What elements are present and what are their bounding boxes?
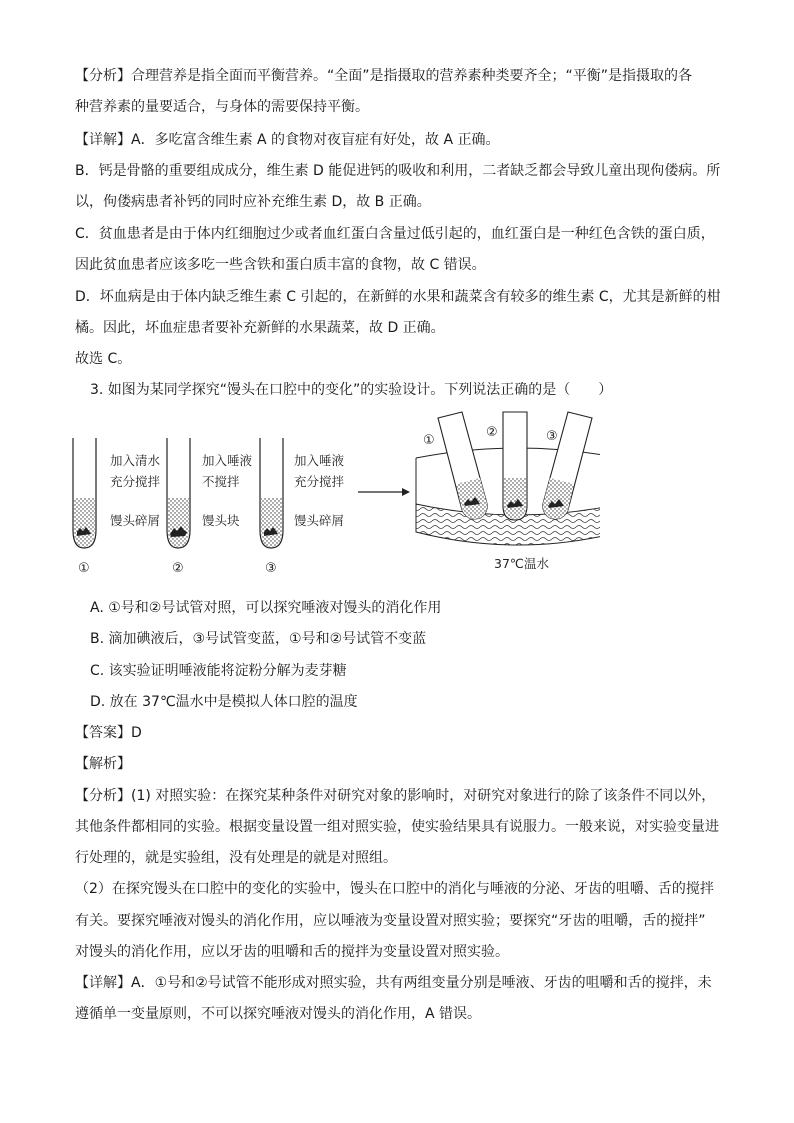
test-tube-1 xyxy=(73,438,161,576)
bath-tube-3 xyxy=(543,412,592,519)
detail-b-line1: B．钙是骨骼的重要组成成分，维生素 D 能促进钙的吸收和利用，二者缺乏都会导致儿童出现佝偻病。所 xyxy=(75,163,721,179)
explanation-line1: 【分析】(1) 对照实验：在探究某种条件对研究对象的影响时，对研究对象进行的除了该条件不同以外， xyxy=(75,788,716,804)
answer-line xyxy=(75,723,725,743)
option-d: D. 放在 37℃温水中是模拟人体口腔的温度 xyxy=(90,694,358,710)
conclusion-line: 故选 C。 xyxy=(75,351,132,367)
tube-3-label-line1: 加入唾液 xyxy=(294,453,345,468)
analysis-label: 【解析】 xyxy=(75,756,131,772)
explanation-line3: 行处理的，就是实验组，没有处理是的就是对照组。 xyxy=(75,850,397,866)
explanation-line7: 【详解】A．①号和②号试管不能形成对照实验，共有两组变量分别是唾液、牙齿的咀嚼和舌的搅拌，未 xyxy=(75,975,712,991)
bath-tube-2 xyxy=(486,412,527,520)
analysis-paragraph-line2: 种营养素的量要适合，与身体的需要保持平衡。 xyxy=(75,99,369,115)
detail-c-line2: 因此贫血患者应该多吃一些含铁和蛋白质丰富的食物，故 C 错误。 xyxy=(75,257,486,273)
detail-d-line1: D．坏血病是由于体内缺乏维生素 C 引起的，在新鲜的水果和蔬菜含有较多的维生素 C，尤其是新鲜的柑 xyxy=(75,289,721,305)
tube-3-label-line2: 充分搅拌 xyxy=(294,474,345,489)
tube-3-number: ③ xyxy=(265,561,277,576)
tube-1-label-line1: 加入清水 xyxy=(110,453,161,468)
explanation-line4: （2）在探究馒头在口腔中的变化的实验中，馒头在口腔中的消化与唾液的分泌、牙齿的咀嚼、舌的搅拌 xyxy=(75,881,714,897)
arrow-icon xyxy=(358,488,410,496)
tube-2-content: 馒头块 xyxy=(202,513,240,528)
bath-caption: 37℃温水 xyxy=(494,556,549,571)
answer-value: D xyxy=(131,725,142,741)
bath-tube-1 xyxy=(423,412,487,519)
option-a: A. ①号和②号试管对照，可以探究唾液对馒头的消化作用 xyxy=(90,600,442,616)
detail-c-line1: C．贫血患者是由于体内红细胞过少或者血红蛋白含量过低引起的，血红蛋白是一种红色含铁的蛋白质， xyxy=(75,226,715,242)
water-bath xyxy=(416,412,600,571)
tube-1-content: 馒头碎屑 xyxy=(110,513,161,528)
tube-2-label-line2: 不搅拌 xyxy=(202,474,240,489)
bath-tube-3-number: ③ xyxy=(546,429,558,444)
explanation-line5: 有关。要探究唾液对馒头的消化作用，应以唾液为变量设置对照实验；要探究“牙齿的咀嚼，舌的搅拌” xyxy=(75,913,706,929)
explanation-line2: 其他条件都相同的实验。根据变量设置一组对照实验，使实验结果具有说服力。一般来说，对实验变量进 xyxy=(75,819,719,835)
experiment-figure xyxy=(60,398,600,582)
detail-b-line2: 以，佝偻病患者补钙的同时应补充维生素 D，故 B 正确。 xyxy=(75,194,431,210)
answer-label: 【答案】 xyxy=(75,725,131,741)
tube-3-content: 馒头碎屑 xyxy=(294,513,345,528)
analysis-paragraph-line1: 【分析】合理营养是指全面而平衡营养。“全面”是指摄取的营养素种类要齐全；“平衡”是指摄取的各 xyxy=(75,68,693,84)
detail-a-line: 【详解】A．多吃富含维生素 A 的食物对夜盲症有好处，故 A 正确。 xyxy=(75,132,500,148)
tube-1-label-line2: 充分搅拌 xyxy=(110,474,161,489)
test-tube-3 xyxy=(260,438,345,576)
bath-tube-2-number: ② xyxy=(486,425,498,440)
detail-d-line2: 橘。因此，坏血症患者要补充新鲜的水果蔬菜，故 D 正确。 xyxy=(75,320,445,336)
question-3-stem: 3. 如图为某同学探究“馒头在口腔中的变化”的实验设计。下列说法正确的是（ ） xyxy=(90,382,613,398)
explanation-line6: 对馒头的消化作用，应以牙齿的咀嚼和舌的搅拌为变量设置对照实验。 xyxy=(75,944,509,960)
tube-2-number: ② xyxy=(172,561,184,576)
option-c: C. 该实验证明唾液能将淀粉分解为麦芽糖 xyxy=(90,663,347,679)
bath-tube-1-number: ① xyxy=(423,433,435,448)
test-tube-2 xyxy=(167,438,253,576)
option-b: B. 滴加碘液后，③号试管变蓝，①号和②号试管不变蓝 xyxy=(90,631,427,647)
explanation-line8: 遵循单一变量原则，不可以探究唾液对馒头的消化作用，A 错误。 xyxy=(75,1006,482,1022)
tube-2-label-line1: 加入唾液 xyxy=(202,453,253,468)
tube-1-number: ① xyxy=(78,561,90,576)
